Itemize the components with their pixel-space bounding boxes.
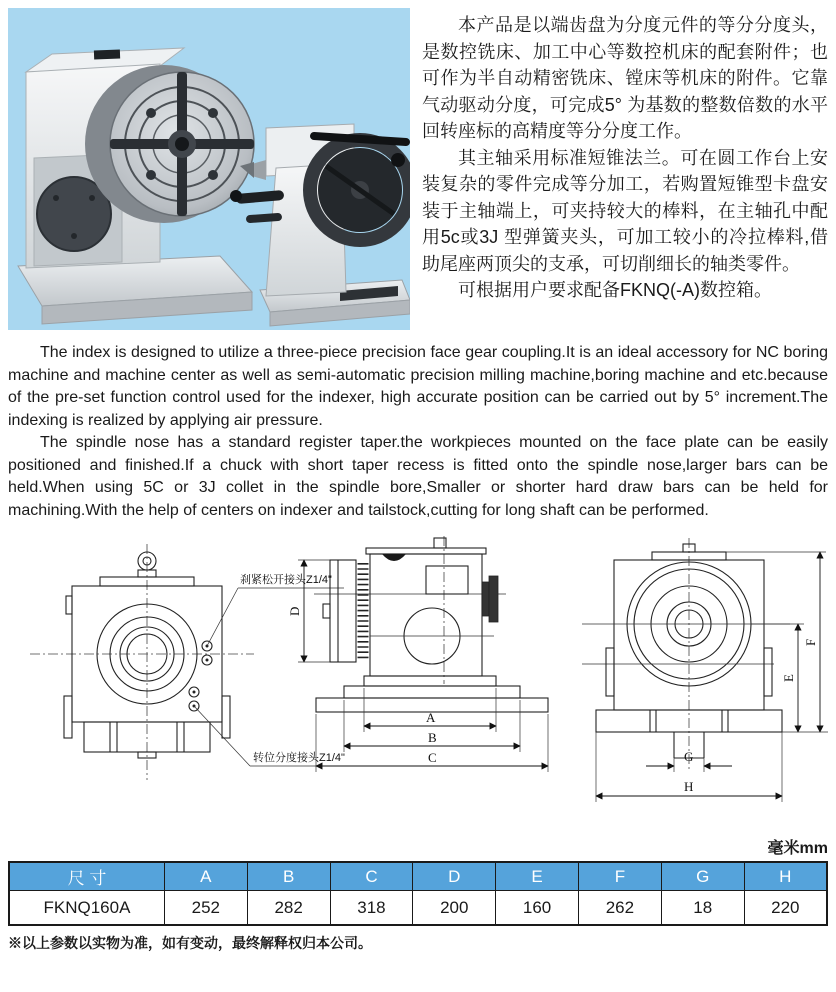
port-label-index: 转位分度接头Z1/4" [253,752,345,764]
cell-c: 318 [330,891,413,926]
dim-f-label: F [803,638,818,646]
cell-a: 252 [164,891,247,926]
cell-g: 18 [661,891,744,926]
header-h: H [744,862,827,891]
chinese-description [422,8,828,330]
header-c: C [330,862,413,891]
header-a: A [164,862,247,891]
dimension-drawing [8,536,828,828]
header-g: G [661,862,744,891]
footnote: ※以上参数以实物为准，如有变动，最终解释权归本公司。 [8,935,372,951]
en-paragraph-2: The spindle nose has a standard register taper.the workpieces mounted on the face plate can be easily positioned and finished.If a chuck with short taper recess is fitted onto the spindle nose,larger bars can be held.When using 5C or 3J collet in the spindle bore,Smaller or shorter hard draw bars can be held for machining.With the help of centers on indexer and tailstock,cutting for long shaft can be performed. [8,434,828,519]
header-b: B [247,862,330,891]
dim-g-label: G [684,749,694,764]
header-d: D [413,862,496,891]
en-paragraph-1: The index is designed to utilize a three-piece precision face gear coupling.It is an ideal accessory for NC boring machine and machine center as well as semi-automatic precision milling machine,boring machine and etc.because of the pre-set function control used for the indexer, high accurate position can be carried out by 5° increment.The indexing is realized by applying air pressure. [8,344,828,429]
spec-table-header-row [9,862,827,891]
cn-paragraph-2: 其主轴采用标准短锥法兰。可在圆工作台上安装复杂的零件完成等分加工，若购置短锥型卡盘安装于主轴端上，可夹持较大的棒料，在主轴孔中配用5c或3J 型弹簧夹头，可加工较小的冷拉棒料,借助尾座两顶尖的支承，可切削细长的轴类零件。 [422,147,828,274]
dim-h-label: H [684,779,694,794]
table-row [9,891,827,926]
dim-d-label: D [287,606,302,616]
rear-view [582,538,828,802]
technical-drawings [8,536,828,833]
cell-model: FKNQ160A [9,891,164,926]
side-view [287,536,548,772]
dim-e-label: E [781,674,796,682]
index-head [18,48,254,324]
product-photo-illustration [8,8,410,330]
cell-h: 220 [744,891,827,926]
dim-a-label: A [426,710,436,725]
port-label-brake: 刹紧松开接头Z1/4" [240,574,332,586]
header-f: F [578,862,661,891]
product-photo [8,8,410,330]
cn-paragraph-3: 可根据用户要求配备FKNQ(-A)数控箱。 [458,280,772,300]
header-size: 尺 寸 [9,862,164,891]
english-description [8,342,828,522]
cell-b: 282 [247,891,330,926]
cell-e: 160 [496,891,579,926]
cn-paragraph-1: 本产品是以端齿盘为分度元件的等分分度头，是数控铣床、加工中心等数控机床的配套附件；也可作为半自动精密铣床、镗床等机床的附件。它靠气动驱动分度，可完成5° 为基数的整数倍数的水平回转座标的高精度等分分度工作。 [422,15,828,141]
dim-b-label: B [428,730,437,745]
spec-table [8,861,828,926]
unit-label: 毫米mm [767,840,828,857]
top-section [8,8,828,330]
header-e: E [496,862,579,891]
cell-f: 262 [578,891,661,926]
cell-d: 200 [413,891,496,926]
dim-c-label: C [428,750,437,765]
